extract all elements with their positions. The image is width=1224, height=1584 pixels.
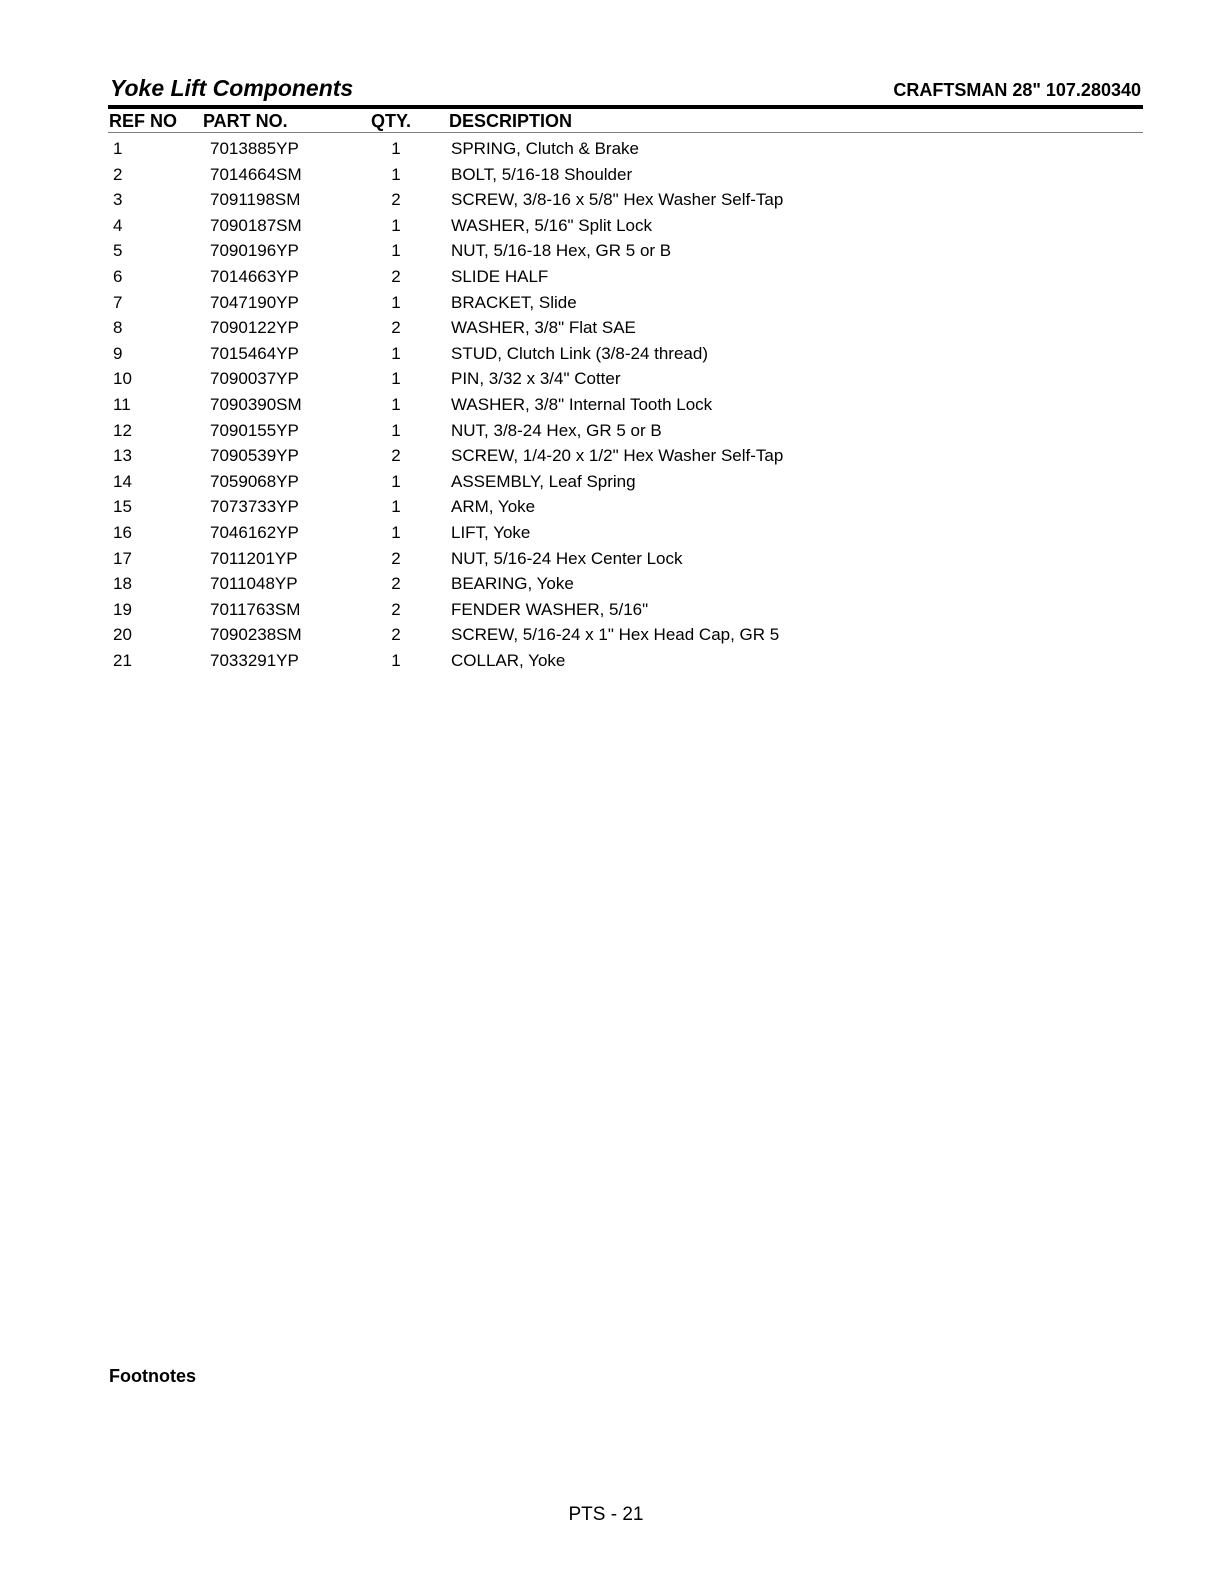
ref-no-cell: 17 (113, 548, 132, 568)
ref-no-cell: 5 (113, 241, 123, 261)
description-cell: PIN, 3/32 x 3/4" Cotter (451, 369, 621, 389)
qty-cell: 2 (391, 599, 401, 619)
title-divider (108, 105, 1143, 109)
part-no-cell: 7011763SM (210, 599, 301, 619)
qty-cell: 1 (391, 241, 401, 261)
qty-cell: 1 (391, 215, 401, 235)
description-cell: WASHER, 5/16" Split Lock (451, 215, 652, 235)
description-cell: ARM, Yoke (451, 497, 536, 517)
table-row (0, 239, 1224, 265)
description-cell: COLLAR, Yoke (451, 650, 566, 670)
ref-no-cell: 21 (113, 650, 132, 670)
ref-no-cell: 20 (113, 625, 132, 645)
model-label: CRAFTSMAN 28" 107.280340 (893, 80, 1141, 100)
ref-no-cell: 19 (113, 599, 132, 619)
description-cell: NUT, 3/8-24 Hex, GR 5 or B (451, 420, 662, 440)
table-row (0, 470, 1224, 496)
part-no-cell: 7014663YP (210, 266, 299, 286)
table-row (0, 265, 1224, 291)
table-row (0, 623, 1224, 649)
ref-no-cell: 4 (113, 215, 123, 235)
ref-no-cell: 12 (113, 420, 132, 440)
ref-no-cell: 10 (113, 369, 132, 389)
table-row (0, 393, 1224, 419)
description-cell: NUT, 5/16-18 Hex, GR 5 or B (451, 241, 672, 261)
description-cell: BOLT, 5/16-18 Shoulder (451, 164, 633, 184)
ref-no-cell: 6 (113, 266, 123, 286)
table-row (0, 419, 1224, 445)
part-no-cell: 7073733YP (210, 497, 299, 517)
part-no-cell: 7090187SM (210, 215, 302, 235)
part-no-cell: 7011048YP (210, 574, 298, 594)
description-cell: LIFT, Yoke (451, 522, 531, 542)
ref-no-cell: 16 (113, 522, 132, 542)
qty-cell: 1 (391, 292, 401, 312)
table-row (0, 316, 1224, 342)
qty-cell: 1 (391, 343, 401, 363)
description-cell: SCREW, 3/8-16 x 5/8" Hex Washer Self-Tap (451, 190, 784, 210)
part-no-cell: 7090037YP (210, 369, 299, 389)
page-title: Yoke Lift Components (110, 75, 354, 101)
part-no-cell: 7090539YP (210, 446, 299, 466)
table-header (0, 110, 1224, 132)
qty-cell: 1 (391, 394, 401, 414)
ref-no-cell: 8 (113, 318, 123, 338)
column-header-description: DESCRIPTION (449, 111, 573, 131)
part-no-cell: 7090238SM (210, 625, 302, 645)
description-cell: NUT, 5/16-24 Hex Center Lock (451, 548, 683, 568)
qty-cell: 1 (391, 497, 401, 517)
part-no-cell: 7013885YP (210, 139, 299, 158)
description-cell: WASHER, 3/8" Flat SAE (451, 318, 636, 338)
description-cell: SCREW, 5/16-24 x 1" Hex Head Cap, GR 5 (451, 625, 780, 645)
ref-no-cell: 1 (113, 139, 123, 158)
part-no-cell: 7011201YP (210, 548, 298, 568)
table-row (0, 291, 1224, 317)
part-no-cell: 7091198SM (210, 190, 301, 210)
table-row (0, 521, 1224, 547)
description-cell: WASHER, 3/8" Internal Tooth Lock (451, 394, 713, 414)
ref-no-cell: 2 (113, 164, 123, 184)
description-cell: BEARING, Yoke (451, 574, 574, 594)
part-no-cell: 7033291YP (210, 650, 299, 670)
ref-no-cell: 14 (113, 471, 132, 491)
qty-cell: 2 (391, 266, 401, 286)
table-row (0, 598, 1224, 624)
part-no-cell: 7059068YP (210, 471, 299, 491)
footnotes-heading: Footnotes (109, 1366, 196, 1386)
ref-no-cell: 15 (113, 497, 132, 517)
qty-cell: 2 (391, 446, 401, 466)
table-row (0, 444, 1224, 470)
table-row (0, 188, 1224, 214)
table-row (0, 137, 1224, 163)
part-no-cell: 7090196YP (210, 241, 299, 261)
qty-cell: 2 (391, 574, 401, 594)
ref-no-cell: 18 (113, 574, 132, 594)
table-row (0, 163, 1224, 189)
ref-no-cell: 11 (113, 394, 131, 414)
ref-no-cell: 3 (113, 190, 123, 210)
column-header-qty: QTY. (371, 111, 412, 131)
qty-cell: 2 (391, 190, 401, 210)
description-cell: SCREW, 1/4-20 x 1/2" Hex Washer Self-Tap (451, 446, 784, 466)
table-row (0, 367, 1224, 393)
qty-cell: 1 (391, 650, 401, 670)
description-cell: SLIDE HALF (451, 266, 549, 286)
table-row (0, 649, 1224, 675)
qty-cell: 1 (391, 164, 401, 184)
qty-cell: 2 (391, 625, 401, 645)
qty-cell: 2 (391, 318, 401, 338)
description-cell: BRACKET, Slide (451, 292, 577, 312)
column-header-part-no: PART NO. (203, 111, 288, 131)
description-cell: ASSEMBLY, Leaf Spring (451, 471, 636, 491)
header-divider (108, 132, 1143, 133)
page-number: PTS - 21 (568, 1504, 644, 1525)
ref-no-cell: 13 (113, 446, 132, 466)
table-row (0, 572, 1224, 598)
table-row (0, 214, 1224, 240)
qty-cell: 2 (391, 548, 401, 568)
part-no-cell: 7090155YP (210, 420, 299, 440)
ref-no-cell: 7 (113, 292, 123, 312)
part-no-cell: 7046162YP (210, 522, 299, 542)
part-no-cell: 7014664SM (210, 164, 302, 184)
qty-cell: 1 (391, 471, 401, 491)
qty-cell: 1 (391, 139, 401, 158)
qty-cell: 1 (391, 420, 401, 440)
table-row (0, 495, 1224, 521)
qty-cell: 1 (391, 522, 401, 542)
parts-table (0, 137, 1224, 674)
part-no-cell: 7015464YP (210, 343, 299, 363)
description-cell: FENDER WASHER, 5/16" (451, 599, 649, 619)
column-header-ref-no: REF NO (109, 111, 178, 131)
ref-no-cell: 9 (113, 343, 123, 363)
part-no-cell: 7090122YP (210, 318, 299, 338)
description-cell: STUD, Clutch Link (3/8-24 thread) (451, 343, 708, 363)
qty-cell: 1 (391, 369, 401, 389)
part-no-cell: 7090390SM (210, 394, 302, 414)
part-no-cell: 7047190YP (210, 292, 299, 312)
description-cell: SPRING, Clutch & Brake (451, 139, 640, 158)
table-row (0, 342, 1224, 368)
table-row (0, 547, 1224, 573)
